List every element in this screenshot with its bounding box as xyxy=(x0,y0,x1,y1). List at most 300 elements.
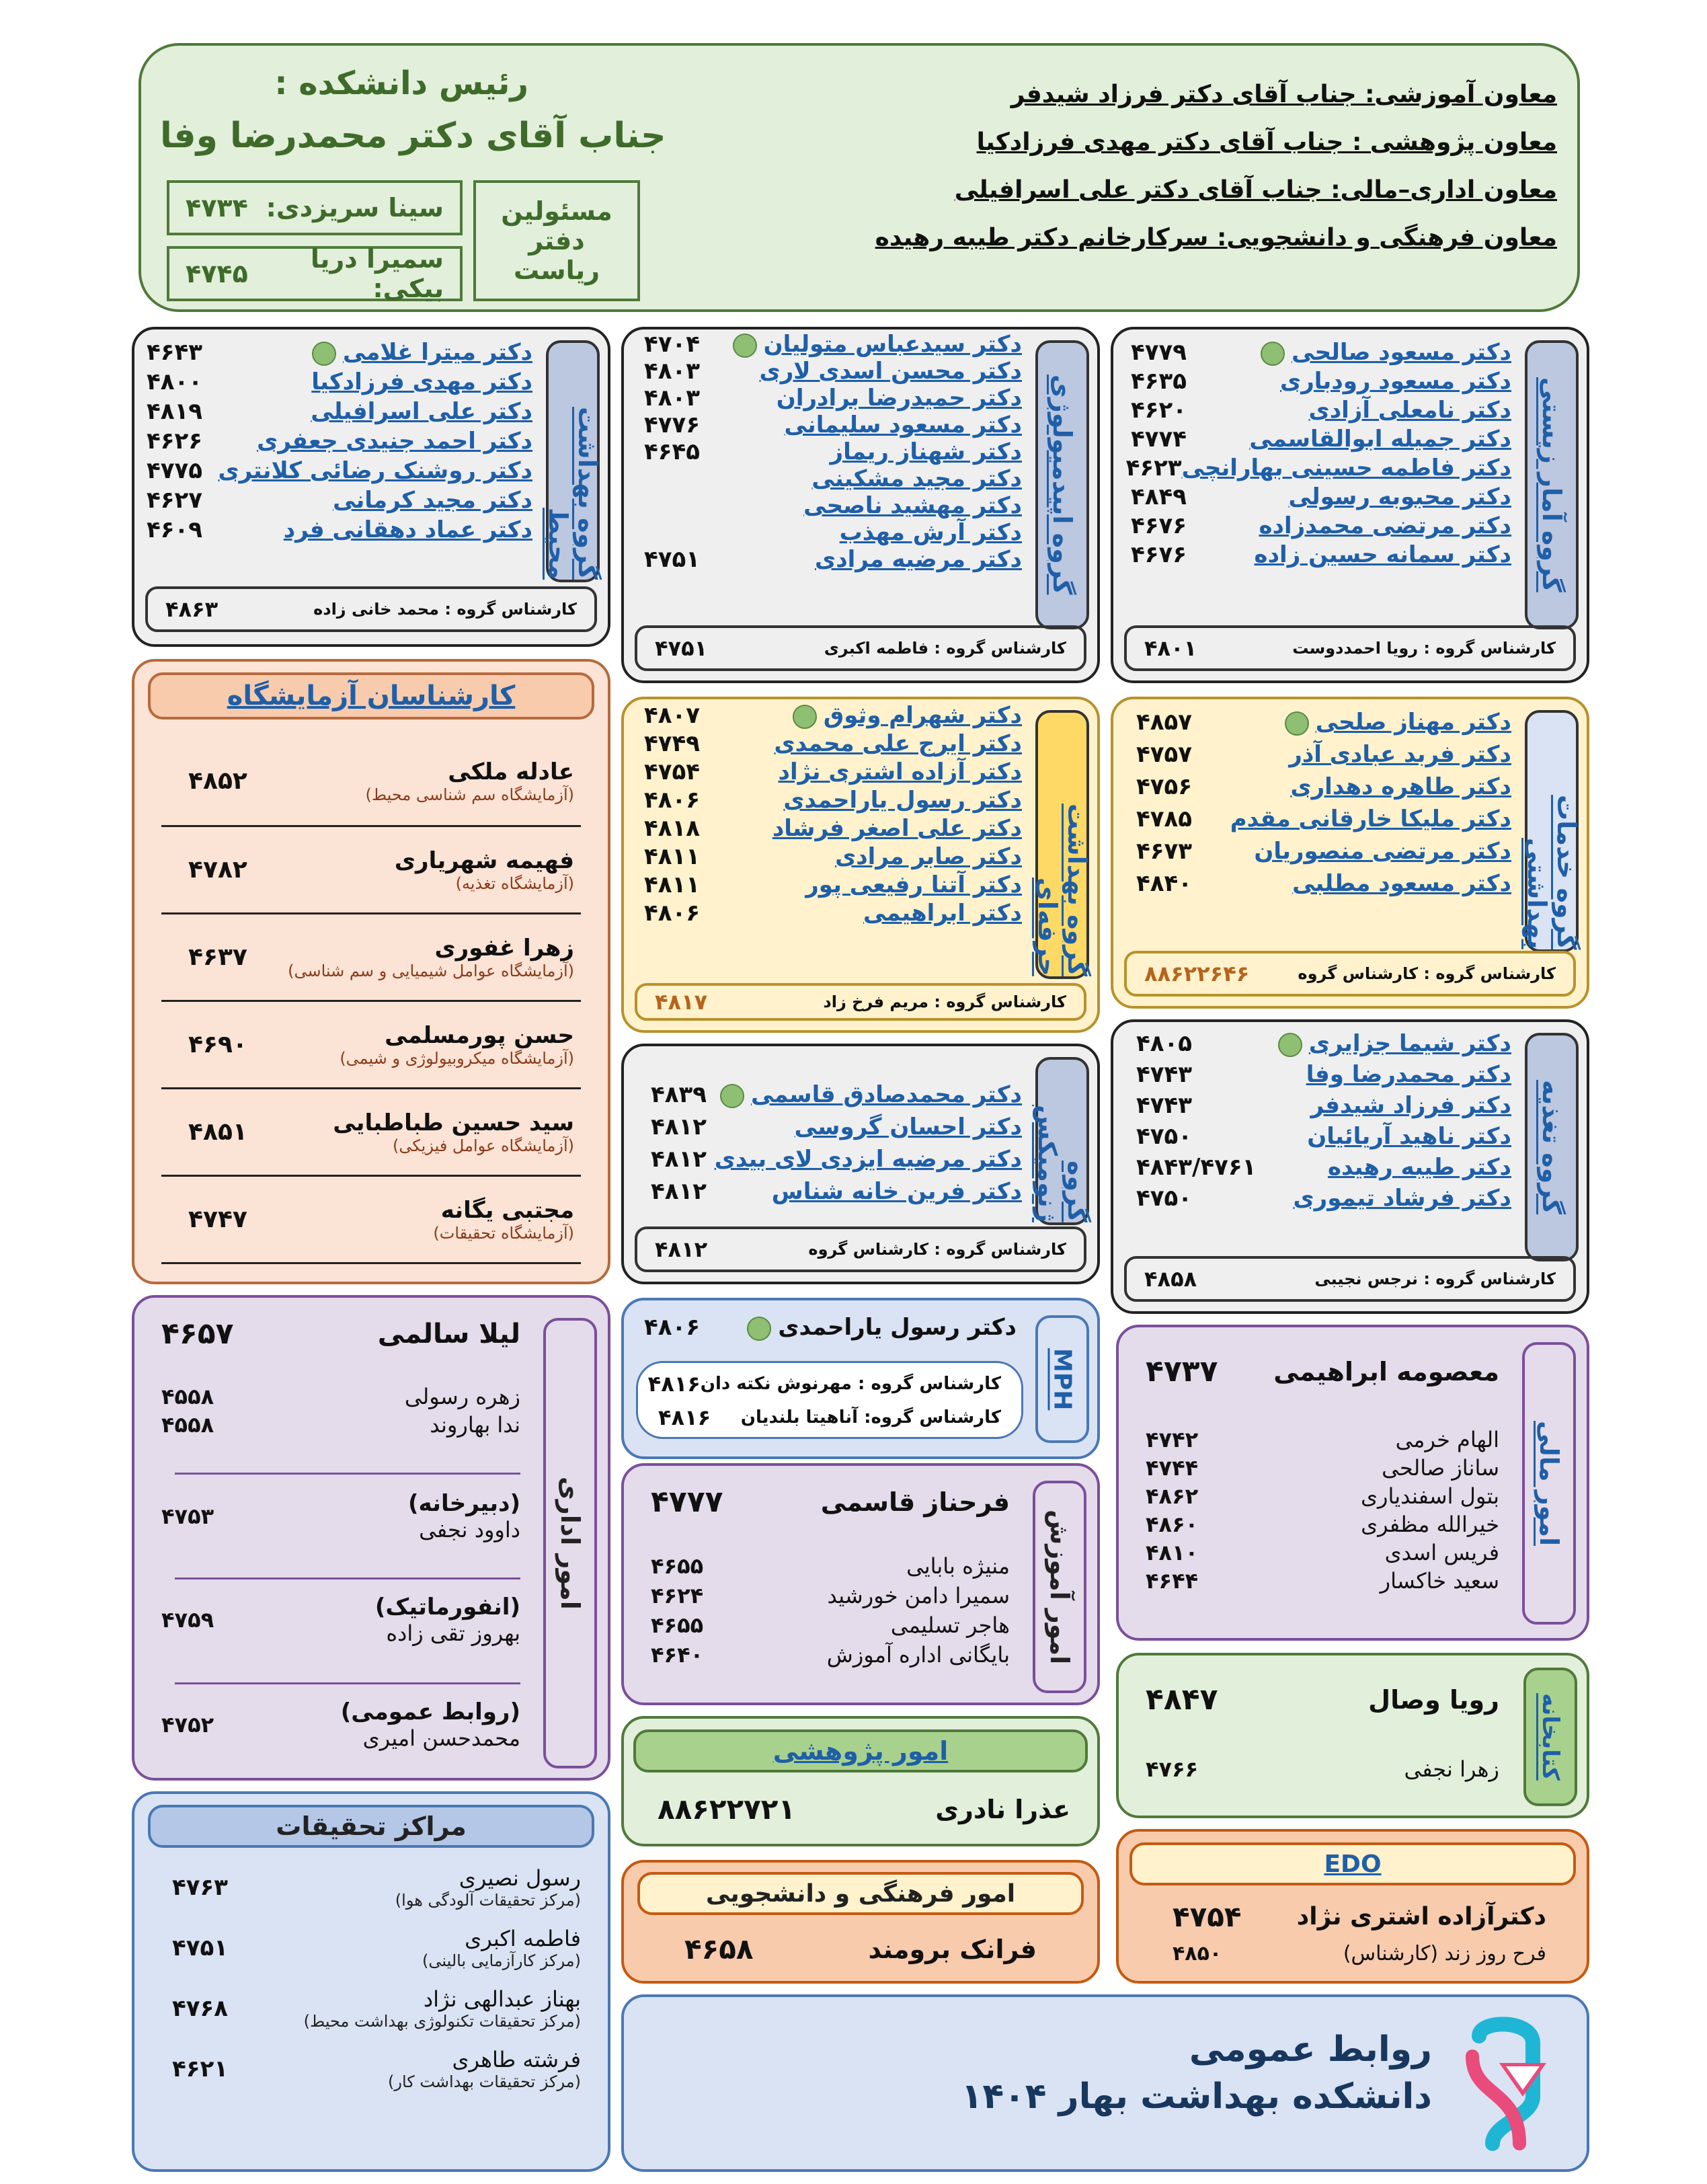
member-name[interactable]: دکتر مسعود رودباری xyxy=(1280,368,1511,395)
lab-ext: ۴۷۸۲ xyxy=(188,856,247,884)
staff-ext: ۴۶۵۵ xyxy=(651,1553,704,1579)
head-badge-icon xyxy=(793,705,817,729)
cultural-name: فرانک برومند xyxy=(868,1934,1037,1964)
divider xyxy=(175,1682,520,1684)
staff-name: خیرالله مظفری xyxy=(1361,1512,1499,1537)
member-ext: ۴۷۴۳ xyxy=(1136,1061,1193,1088)
member-ext: ۴۸۴۰ xyxy=(1136,870,1193,897)
member-row xyxy=(644,412,1022,438)
member-ext: ۴۷۰۴ xyxy=(644,331,701,358)
member-row xyxy=(651,1114,1022,1140)
member-row xyxy=(644,438,1022,465)
member-name[interactable]: دکتر فاطمه حسینی بهارانچی xyxy=(1181,455,1511,481)
library-panel xyxy=(1116,1653,1589,1818)
member-row xyxy=(147,398,532,425)
expert-row xyxy=(658,1401,1001,1434)
member-row xyxy=(644,331,1022,358)
expert-ext: ۴۸۱۲ xyxy=(655,1237,708,1262)
member-row xyxy=(147,339,532,366)
member-row xyxy=(644,702,1022,729)
head-badge-icon xyxy=(1285,711,1309,736)
member-name[interactable]: دکتر علی اسرافیلی xyxy=(311,398,532,425)
cultural-contact xyxy=(684,1933,1037,1965)
member-name[interactable]: دکتر ایرج علی محمدی xyxy=(774,730,1022,757)
lab-name: زهرا غفوری xyxy=(434,934,574,962)
labs-panel xyxy=(132,659,610,1284)
member-name[interactable]: دکتر مرتضی محمدزاده xyxy=(1259,512,1511,539)
section-name: محمدحسن امیری xyxy=(362,1725,520,1751)
member-name[interactable]: دکتر طیبه رهیده xyxy=(1327,1154,1511,1181)
expert-ext: ۸۸۶۲۲۶۴۶ xyxy=(1144,961,1250,986)
lab-name: فهیمه شهریاری xyxy=(394,847,574,874)
member-ext: ۴۸۰۰ xyxy=(147,368,203,395)
dean-title: رئیس دانشکده : xyxy=(274,65,528,102)
staff-ext: ۴۸۶۲ xyxy=(1146,1483,1199,1509)
expert-ext: ۴۸۵۸ xyxy=(1144,1266,1197,1292)
member-row xyxy=(644,787,1022,814)
expert-ext: ۴۸۱۶ xyxy=(647,1371,701,1397)
staff-name: ندا بهاروند xyxy=(430,1412,520,1438)
member-row xyxy=(1136,1092,1511,1119)
deputies-list xyxy=(875,81,1557,251)
staff-ext: ۴۶۵۵ xyxy=(651,1612,704,1638)
center-item xyxy=(172,1926,581,1970)
member-ext: ۴۶۲۳ xyxy=(1125,455,1182,481)
member-name[interactable]: دکتر مسعود صالحی xyxy=(1261,339,1511,366)
member-ext: ۴۸۰۳ xyxy=(644,358,701,385)
lab-item xyxy=(161,1089,581,1177)
member-row xyxy=(1131,339,1511,366)
member-ext: ۴۷۷۹ xyxy=(1131,339,1187,366)
staff-row xyxy=(161,1412,520,1438)
library-head xyxy=(1146,1682,1499,1717)
edo-panel xyxy=(1116,1829,1589,1984)
member-name[interactable]: دکتر طاهره دهداری xyxy=(1290,773,1511,800)
expert-name: کارشناس گروه: آناهیتا بلندیان xyxy=(740,1407,1001,1428)
member-row xyxy=(1136,870,1511,897)
center-name: فاطمه اکبری xyxy=(465,1926,581,1951)
member-name[interactable]: دکتر فرین خانه شناس xyxy=(771,1178,1022,1205)
education-staff xyxy=(651,1553,1010,1668)
expert-ext: ۴۷۵۱ xyxy=(655,635,708,661)
member-name[interactable]: دکتر رسول یاراحمدی xyxy=(783,787,1022,814)
member-name[interactable]: دکتر محبوبه رسولی xyxy=(1288,483,1511,510)
mph-head xyxy=(644,1314,1017,1341)
member-name[interactable]: دکتر شهناز ریماز xyxy=(830,438,1022,465)
staff-name: بایگانی اداره آموزش xyxy=(826,1642,1010,1668)
expert-ext: ۴۸۶۳ xyxy=(165,596,219,622)
member-row xyxy=(1136,1185,1511,1212)
member-ext: ۴۶۳۵ xyxy=(1131,368,1187,395)
group-statistics xyxy=(1111,327,1589,683)
research-panel xyxy=(621,1716,1100,1846)
staff-row xyxy=(1146,1756,1499,1782)
staff-name: بتول اسفندیاری xyxy=(1360,1483,1499,1509)
member-ext: ۴۷۵۰ xyxy=(1136,1185,1193,1212)
staff-ext: ۴۸۱۰ xyxy=(1146,1540,1199,1565)
center-name: بهناز عبدالهی نژاد xyxy=(423,1986,581,2012)
group-title: گروه ژنومیکس xyxy=(1035,1057,1089,1225)
section-ext: ۴۷۵۲ xyxy=(161,1712,214,1738)
staff-name: ساناز صالحی xyxy=(1382,1455,1499,1481)
member-ext: ۴۸۱۱ xyxy=(644,871,701,898)
member-ext: ۴۸۰۳ xyxy=(644,385,701,412)
group-title: گروه خدمات بهداشتی xyxy=(1525,710,1579,952)
lab-item xyxy=(161,1002,581,1089)
finance-title: امور مالی xyxy=(1522,1342,1576,1625)
education-head xyxy=(651,1485,1010,1519)
member-name[interactable]: دکتر صابر مرادی xyxy=(835,843,1022,870)
lab-sub: (آزمایشگاه عوامل فیزیکی) xyxy=(393,1136,574,1155)
expert-name: کارشناس گروه : کارشناس گروه xyxy=(808,1240,1066,1259)
member-ext: ۴۷۷۴ xyxy=(1131,426,1187,453)
cultural-ext: ۴۶۵۸ xyxy=(684,1933,754,1965)
cultural-title: امور فرهنگی و دانشجویی xyxy=(637,1872,1084,1915)
member-name[interactable]: دکتر مسعود سلیمانی xyxy=(784,412,1022,438)
member-row xyxy=(644,871,1022,898)
staff-name: الهام خرمی xyxy=(1395,1427,1499,1452)
staff-row xyxy=(1146,1540,1499,1565)
member-list xyxy=(1136,709,1511,897)
group-title: گروه بهداشت محیط xyxy=(546,340,600,582)
member-ext: ۴۶۴۳ xyxy=(147,339,203,366)
member-ext: ۴۸۱۲ xyxy=(651,1114,707,1140)
section-ext: ۴۷۵۹ xyxy=(161,1607,214,1633)
research-name: عذرا نادری xyxy=(935,1794,1070,1824)
member-row xyxy=(1131,541,1511,568)
member-name[interactable]: دکتر مجید کرمانی xyxy=(333,487,532,514)
member-name[interactable]: دکتر عماد دهقانی فرد xyxy=(283,516,532,543)
head-badge-icon xyxy=(1261,342,1285,366)
edo-title: EDO xyxy=(1129,1842,1576,1885)
member-name[interactable]: دکتر آتنا رفیعی پور xyxy=(805,871,1022,898)
office-ext: ۴۷۴۵ xyxy=(186,259,248,288)
staff-name: زهره رسولی xyxy=(404,1384,520,1409)
header-panel xyxy=(138,43,1580,312)
staff-ext: ۴۶۴۰ xyxy=(651,1642,704,1668)
member-ext: ۴۶۷۶ xyxy=(1131,512,1187,539)
finance-head-ext: ۴۷۳۷ xyxy=(1146,1354,1218,1389)
research-title: امور پژوهشی xyxy=(633,1729,1088,1772)
member-list xyxy=(1125,339,1511,568)
lab-name: سید حسین طباطبایی xyxy=(333,1109,574,1136)
member-name[interactable]: دکتر فربد عبادی آذر xyxy=(1289,741,1511,768)
member-list xyxy=(651,1081,1022,1205)
lab-sub: (آزمایشگاه سم شناسی محیط) xyxy=(365,785,574,804)
staff-row xyxy=(651,1642,1010,1668)
member-name[interactable]: دکتر احسان گروسی xyxy=(794,1114,1022,1140)
member-row xyxy=(147,487,532,514)
head-badge-icon xyxy=(1278,1033,1302,1057)
expert-ext: ۴۸۱۶ xyxy=(658,1405,711,1430)
member-name[interactable]: دکتر ناهید آریائیان xyxy=(1307,1123,1511,1150)
mph-head-ext: ۴۸۰۶ xyxy=(644,1314,701,1341)
mph-panel xyxy=(621,1298,1100,1459)
member-name[interactable]: دکتر آزاده اشتری نژاد xyxy=(778,758,1022,785)
member-row xyxy=(644,492,1022,519)
member-row xyxy=(1125,455,1511,481)
member-name[interactable]: دکتر علی اصغر فرشاد xyxy=(772,815,1022,842)
member-name[interactable]: دکتر محمدرضا وفا xyxy=(1306,1061,1511,1088)
member-name[interactable]: دکتر مهناز صلحی xyxy=(1285,709,1511,736)
center-ext: ۴۶۲۱ xyxy=(172,2056,229,2082)
mph-head-name: دکتر رسول یاراحمدی xyxy=(747,1314,1017,1341)
member-name[interactable]: دکتر شهرام وثوق xyxy=(793,702,1022,729)
member-row xyxy=(651,1146,1022,1173)
lab-item xyxy=(161,914,581,1002)
group-expert xyxy=(145,586,597,632)
staff-ext: ۴۵۵۸ xyxy=(161,1412,214,1438)
member-row xyxy=(644,385,1022,412)
centers-list xyxy=(172,1865,581,2091)
member-ext: ۴۷۵۶ xyxy=(1136,773,1193,800)
member-row xyxy=(644,519,1022,546)
staff-name: فریس اسدی xyxy=(1384,1540,1499,1565)
office-ext: ۴۷۳۴ xyxy=(186,193,248,223)
centers-title: مراکز تحقیقات xyxy=(148,1805,594,1848)
staff-ext: ۴۷۶۶ xyxy=(1146,1756,1199,1782)
member-name[interactable]: دکتر سمانه حسین زاده xyxy=(1254,541,1511,568)
dean-name: جناب آقای دکتر محمدرضا وفا xyxy=(160,116,666,156)
lab-name: عادله ملکی xyxy=(448,758,574,785)
member-name[interactable]: دکتر محمدصادق قاسمی xyxy=(720,1081,1022,1108)
group-epidemiology xyxy=(621,327,1100,683)
office-contact xyxy=(167,180,463,235)
member-row xyxy=(1136,1030,1511,1057)
staff-ext: ۴۸۶۰ xyxy=(1146,1512,1199,1537)
member-name[interactable]: دکتر شیما جزایری xyxy=(1278,1030,1511,1057)
admin-title: امور اداری xyxy=(543,1318,597,1768)
staff-row xyxy=(1146,1455,1499,1481)
lab-ext: ۴۸۵۲ xyxy=(188,767,247,795)
finance-head xyxy=(1146,1354,1499,1389)
group-expert xyxy=(635,1226,1086,1272)
member-ext: ۴۶۷۶ xyxy=(1131,541,1187,568)
center-item xyxy=(172,1986,581,2031)
section-title: (انفورماتیک) xyxy=(374,1594,520,1621)
member-ext: ۴۷۵۴ xyxy=(644,758,701,785)
deputy-item: معاون آموزشی: جناب آقای دکتر فرزاد شیدفر xyxy=(1010,81,1557,108)
member-name[interactable]: دکتر فرشاد تیموری xyxy=(1293,1185,1511,1212)
admin-panel xyxy=(132,1295,610,1781)
lab-ext: ۴۷۴۷ xyxy=(188,1206,247,1233)
member-name[interactable]: دکتر آرش مهذب xyxy=(839,519,1022,546)
staff-ext: ۴۶۲۴ xyxy=(651,1583,704,1608)
staff-row xyxy=(1146,1512,1499,1537)
lab-sub: (آزمایشگاه میکروبیولوژی و شیمی) xyxy=(340,1048,574,1068)
staff-name: هاجر تسلیمی xyxy=(890,1612,1010,1638)
center-sub: (مرکز تحقیقات آلودگی هوا) xyxy=(395,1891,581,1910)
expert-ext: ۴۸۱۷ xyxy=(655,989,708,1015)
staff-ext: ۴۵۵۸ xyxy=(161,1384,214,1409)
member-ext: ۴۶۲۰ xyxy=(1131,397,1187,424)
expert-name: کارشناس گروه : نرجس نجیبی xyxy=(1314,1270,1556,1288)
member-name[interactable]: دکتر مرضیه ایزدی لای بیدی xyxy=(714,1146,1022,1173)
member-row xyxy=(1131,483,1511,510)
member-list xyxy=(1136,1030,1511,1212)
member-row xyxy=(147,516,532,543)
expert-name: کارشناس گروه : فاطمه اکبری xyxy=(824,639,1066,658)
member-name[interactable]: دکتر ابراهیمی xyxy=(863,900,1022,927)
group-environment xyxy=(132,327,610,647)
deputy-item: معاون فرهنگی و دانشجویی: سرکارخانم دکتر طیبه رهیده xyxy=(875,224,1557,251)
member-ext: ۴۸۱۱ xyxy=(644,843,701,870)
member-row xyxy=(1136,773,1511,800)
group-expert xyxy=(635,625,1086,671)
member-name[interactable]: دکتر مجید مشکینی xyxy=(811,465,1022,492)
member-ext: ۴۸۳۹ xyxy=(651,1081,707,1108)
center-sub: (مرکز تحقیقات تکنولوژی بهداشت محیط) xyxy=(303,2012,581,2031)
member-ext: ۴۸۱۹ xyxy=(147,398,203,425)
member-ext: ۴۶۰۹ xyxy=(147,516,203,543)
mph-title: MPH xyxy=(1035,1315,1089,1443)
edo-staff-name: فرح روز زند (کارشناس) xyxy=(1343,1942,1546,1965)
group-health-services xyxy=(1111,697,1589,1009)
member-row xyxy=(651,1081,1022,1108)
group-expert xyxy=(1124,951,1576,997)
member-name[interactable]: دکتر مسعود مطلبی xyxy=(1292,870,1511,897)
library-head-name: رویا وصال xyxy=(1368,1684,1499,1715)
edo-staff-ext: ۴۸۵۰ xyxy=(1173,1942,1222,1965)
member-name[interactable]: دکتر جمیله ابوالقاسمی xyxy=(1249,426,1511,453)
center-ext: ۴۷۶۳ xyxy=(172,1874,229,1901)
member-name[interactable]: دکتر نامعلی آزادی xyxy=(1308,397,1511,424)
group-genomics xyxy=(621,1044,1100,1284)
member-name[interactable]: دکتر مهدی فرزادکیا xyxy=(311,368,532,395)
member-name[interactable]: دکتر فرزاد شیدفر xyxy=(1310,1092,1511,1119)
member-ext: ۴۷۴۳ xyxy=(1136,1092,1193,1119)
member-row xyxy=(1136,741,1511,768)
expert-name: کارشناس گروه : رویا احمددوست xyxy=(1292,639,1556,658)
member-row xyxy=(644,815,1022,842)
education-head-name: فرحناز قاسمی xyxy=(820,1487,1010,1517)
member-row xyxy=(644,758,1022,785)
member-name[interactable]: دکتر میترا غلامی xyxy=(312,339,532,366)
member-row xyxy=(1136,1061,1511,1088)
center-ext: ۴۷۶۸ xyxy=(172,1995,229,2022)
divider xyxy=(175,1473,520,1475)
member-ext: ۴۸۰۶ xyxy=(644,900,701,927)
member-row xyxy=(147,368,532,395)
mph-experts xyxy=(636,1361,1023,1439)
finance-head-name: معصومه ابراهیمی xyxy=(1273,1356,1499,1387)
education-head-ext: ۴۷۷۷ xyxy=(651,1485,723,1519)
deputy-item: معاون پژوهشی : جناب آقای دکتر مهدی فرزادکیا xyxy=(976,128,1557,156)
member-name[interactable]: دکتر مرضیه مرادی xyxy=(815,546,1022,573)
member-row xyxy=(644,358,1022,385)
footer-line2: دانشکده بهداشت بهار ۱۴۰۴ xyxy=(961,2076,1432,2117)
staff-name: زهرا نجفی xyxy=(1404,1756,1499,1782)
expert-row xyxy=(647,1367,1001,1401)
library-head-ext: ۴۸۴۷ xyxy=(1146,1682,1218,1717)
cultural-panel xyxy=(621,1860,1100,1984)
member-ext: ۴۷۴۹ xyxy=(644,730,701,757)
admin-section xyxy=(161,1490,520,1543)
member-row xyxy=(644,465,1022,492)
admin-section xyxy=(161,1594,520,1646)
member-name[interactable]: دکتر مرتضی منصوریان xyxy=(1254,838,1511,865)
member-name[interactable]: دکتر محسن اسدی لاری xyxy=(759,358,1022,385)
section-name: داوود نجفی xyxy=(419,1517,520,1543)
member-ext: ۴۷۵۰ xyxy=(1136,1123,1193,1150)
staff-ext: ۴۶۴۴ xyxy=(1146,1568,1199,1594)
group-title: گروه آمار زیستی xyxy=(1525,340,1579,629)
member-ext: ۴۸۰۶ xyxy=(644,787,701,814)
lab-name: حسن پورمسلمی xyxy=(385,1021,574,1049)
member-row xyxy=(147,457,532,484)
edo-staff xyxy=(1173,1942,1546,1965)
member-name[interactable]: دکتر حمیدرضا برادران xyxy=(776,385,1022,412)
footer-line1: روابط عمومی xyxy=(1189,2029,1432,2070)
center-item xyxy=(172,2047,581,2091)
expert-name: کارشناس گروه : مهرنوش نکته دان xyxy=(700,1374,1001,1394)
deputy-item: معاون اداری–مالی: جناب آقای دکتر علی اسرافیلی xyxy=(954,176,1557,204)
member-row xyxy=(644,730,1022,757)
staff-row xyxy=(1146,1427,1499,1452)
member-ext: ۴۸۴۹ xyxy=(1131,483,1187,510)
section-name: بهروز تقی زاده xyxy=(386,1621,520,1646)
member-name[interactable]: دکتر مهشید ناصحی xyxy=(803,492,1022,519)
member-row xyxy=(651,1178,1022,1205)
education-panel xyxy=(621,1463,1100,1705)
office-name: سینا سریزدی: xyxy=(266,193,444,223)
member-name[interactable]: دکتر سیدعباس متولیان xyxy=(733,331,1022,358)
center-sub: (مرکز کارآزمایی بالینی) xyxy=(422,1951,581,1970)
member-name[interactable]: دکتر احمد جنیدی جعفری xyxy=(257,428,532,455)
member-row xyxy=(1131,397,1511,424)
member-ext: ۴۸۴۳/۴۷۶۱ xyxy=(1136,1154,1257,1181)
member-ext: ۴۸۱۲ xyxy=(651,1146,707,1173)
member-ext: ۴۷۷۵ xyxy=(147,457,203,484)
lab-ext: ۴۶۳۷ xyxy=(188,943,247,971)
admin-head-name: لیلا سالمی xyxy=(377,1318,520,1350)
member-name[interactable]: دکتر ملیکا خارقانی مقدم xyxy=(1230,806,1511,832)
group-occupational xyxy=(621,697,1100,1033)
staff-ext: ۴۷۴۴ xyxy=(1146,1455,1199,1481)
edo-head-ext: ۴۷۵۴ xyxy=(1173,1900,1242,1933)
research-contact xyxy=(658,1793,1070,1826)
staff-row xyxy=(161,1384,520,1409)
member-row xyxy=(644,900,1022,927)
section-title: (دبیرخانه) xyxy=(408,1490,520,1517)
member-row xyxy=(1136,709,1511,736)
section-title: (روابط عمومی) xyxy=(340,1699,520,1725)
member-ext: ۴۷۷۶ xyxy=(644,412,701,438)
office-label: مسئولین دفتر ریاست xyxy=(473,180,640,301)
staff-row xyxy=(651,1612,1010,1638)
group-nutrition xyxy=(1111,1019,1589,1314)
member-ext: ۴۷۸۵ xyxy=(1136,806,1193,832)
staff-name: سمیرا دامن خورشید xyxy=(827,1583,1010,1608)
lab-item xyxy=(161,737,581,827)
labs-title: کارشناسان آزمایشگاه xyxy=(148,672,594,719)
staff-row xyxy=(1146,1483,1499,1509)
member-ext: ۴۸۱۲ xyxy=(651,1178,707,1205)
staff-name: سعید خاکسار xyxy=(1380,1568,1499,1594)
center-name: فرشته طاهری xyxy=(452,2047,581,2072)
lab-ext: ۴۸۵۱ xyxy=(188,1118,247,1146)
member-name[interactable]: دکتر روشنک رضائی کلانتری xyxy=(218,457,532,484)
head-badge-icon xyxy=(733,334,757,358)
member-ext: ۴۷۵۷ xyxy=(1136,741,1193,768)
expert-ext: ۴۸۰۱ xyxy=(1144,635,1197,661)
member-ext: ۴۸۱۸ xyxy=(644,815,701,842)
head-badge-icon xyxy=(747,1317,771,1341)
group-expert xyxy=(635,983,1086,1021)
library-title: کتابخانه xyxy=(1523,1668,1577,1806)
group-title: گروه بهداشت حرفه‌ای xyxy=(1035,710,1089,979)
member-row xyxy=(1131,426,1511,453)
